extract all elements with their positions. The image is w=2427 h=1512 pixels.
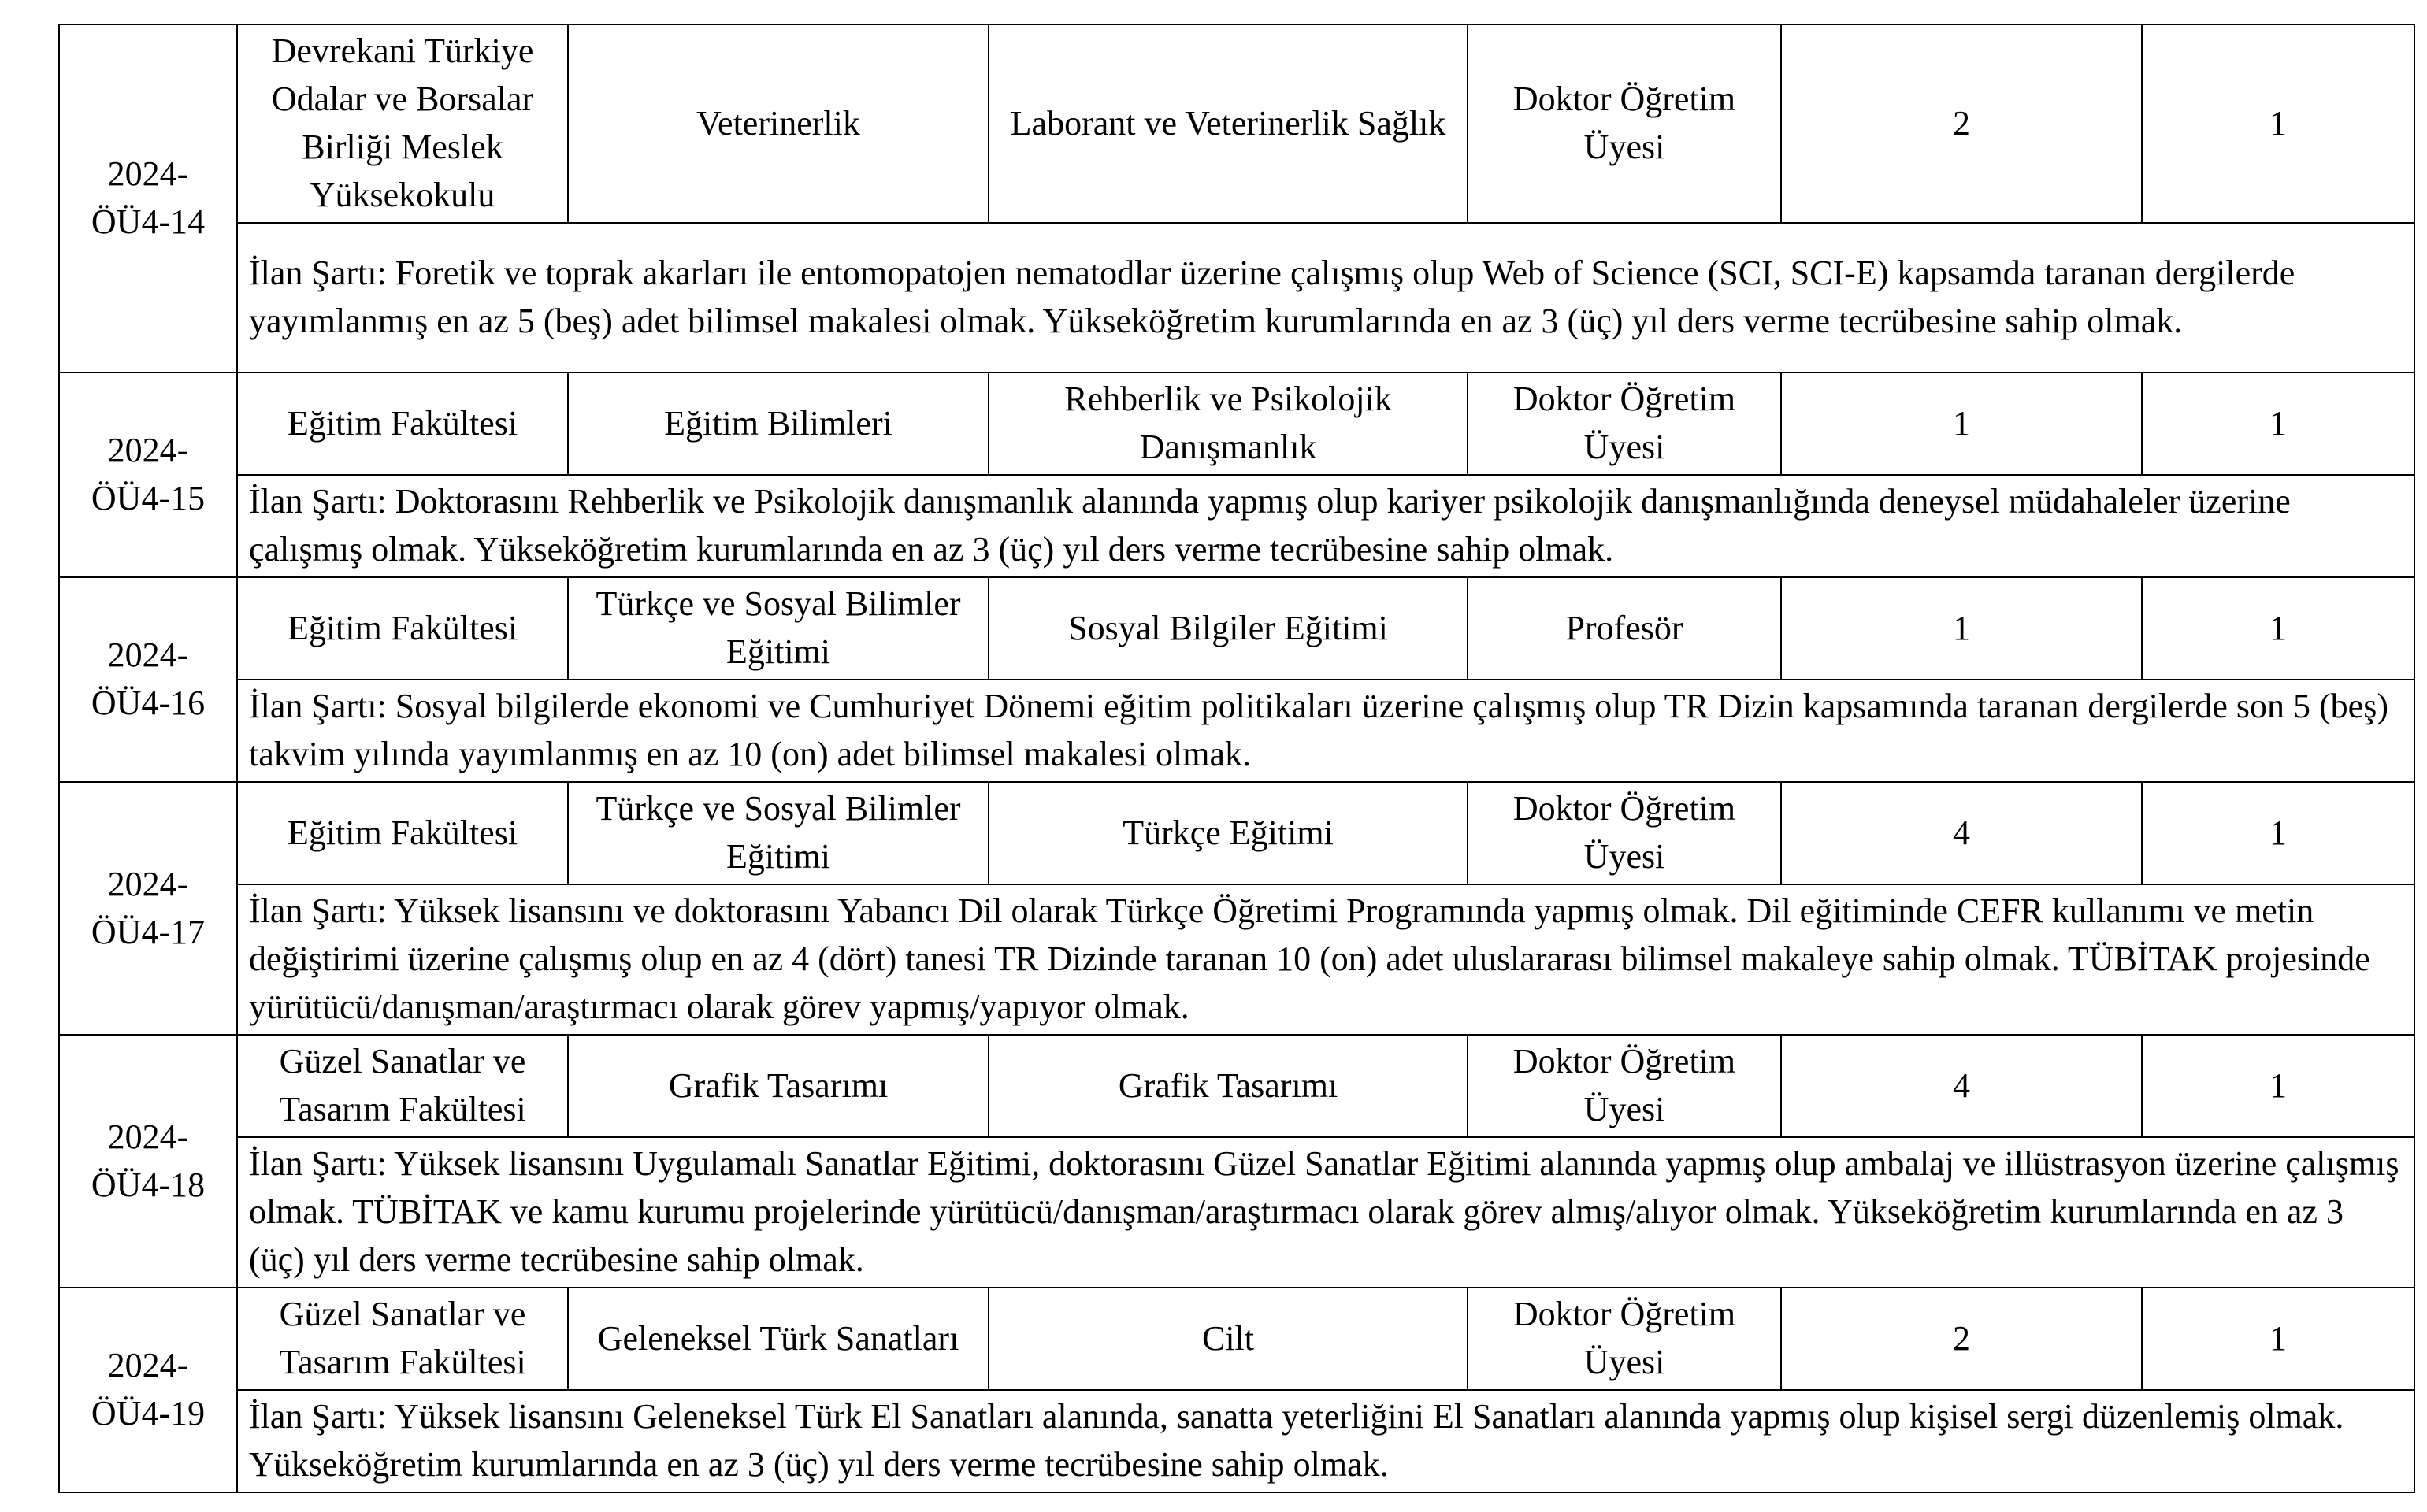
count-cell: 1: [2142, 372, 2414, 475]
title-cell: Doktor Öğretim Üyesi: [1468, 1035, 1781, 1137]
condition-cell: [237, 884, 2414, 1035]
listing-code: 2024-ÖÜ4-17: [59, 782, 237, 1035]
condition-cell: [237, 475, 2414, 577]
condition-cell: [237, 1137, 2414, 1288]
condition-text: Doktorasını Rehberlik ve Psikolojik danışmanlık alanında yapmış olup kariyer psikolojik danışmanlığında deneysel müdahaleler üzerine çalışmış olmak. Yükseköğretim kurumlarında en az 3 (üç) yıl ders verme tecrübesine sahip olmak.: [249, 482, 2291, 569]
condition-row: [59, 475, 2414, 577]
condition-label: İlan Şartı:: [249, 254, 387, 292]
condition-text: Yüksek lisansını Geleneksel Türk El Sanatları alanında, sanatta yeterliğini El Sanatları alanında yapmış olup kişisel sergi düzenlemiş olmak. Yükseköğretim kurumlarında en az 3 (üç) yıl ders verme tecrübesine sahip olmak.: [249, 1397, 2344, 1484]
degree-cell: 2: [1781, 24, 2142, 223]
listing-row: [59, 1035, 2414, 1137]
condition-row: [59, 1390, 2414, 1492]
listing-row: [59, 577, 2414, 680]
listing-code: 2024-ÖÜ4-16: [59, 577, 237, 782]
condition-label: İlan Şartı:: [249, 687, 387, 725]
unit-cell: Eğitim Fakültesi: [237, 577, 568, 680]
program-cell: Grafik Tasarımı: [989, 1035, 1468, 1137]
degree-cell: 4: [1781, 782, 2142, 884]
unit-cell: Güzel Sanatlar ve Tasarım Fakültesi: [237, 1035, 568, 1137]
condition-row: [59, 884, 2414, 1035]
count-cell: 1: [2142, 577, 2414, 680]
department-cell: Türkçe ve Sosyal Bilimler Eğitimi: [568, 782, 989, 884]
title-cell: Profesör: [1468, 577, 1781, 680]
department-cell: Grafik Tasarımı: [568, 1035, 989, 1137]
degree-cell: 2: [1781, 1288, 2142, 1390]
unit-cell: Devrekani Türkiye Odalar ve Borsalar Birliği Meslek Yüksekokulu: [237, 24, 568, 223]
condition-cell: [237, 680, 2414, 782]
condition-cell: [237, 1390, 2414, 1492]
department-cell: Geleneksel Türk Sanatları: [568, 1288, 989, 1390]
listing-row: [59, 1288, 2414, 1390]
program-cell: Cilt: [989, 1288, 1468, 1390]
degree-cell: 1: [1781, 372, 2142, 475]
condition-row: [59, 1137, 2414, 1288]
degree-cell: 1: [1781, 577, 2142, 680]
listing-row: [59, 24, 2414, 223]
count-cell: 1: [2142, 782, 2414, 884]
unit-cell: Eğitim Fakültesi: [237, 782, 568, 884]
program-cell: Rehberlik ve Psikolojik Danışmanlık: [989, 372, 1468, 475]
department-cell: Veterinerlik: [568, 24, 989, 223]
condition-label: İlan Şartı:: [249, 1144, 387, 1183]
condition-text: Yüksek lisansını Uygulamalı Sanatlar Eğitimi, doktorasını Güzel Sanatlar Eğitimi alanında yapmış olup ambalaj ve illüstrasyon üzerine çalışmış olmak. TÜBİTAK ve kamu kurumu projelerinde yürütücü/danışman/araştırmacı olarak görev almış/alıyor olmak. Yükseköğretim kurumlarında en az 3 (üç) yıl ders verme tecrübesine sahip olmak.: [249, 1144, 2399, 1279]
condition-cell: [237, 223, 2414, 372]
condition-row: [59, 680, 2414, 782]
unit-cell: Güzel Sanatlar ve Tasarım Fakültesi: [237, 1288, 568, 1390]
department-cell: Türkçe ve Sosyal Bilimler Eğitimi: [568, 577, 989, 680]
listing-code: 2024-ÖÜ4-14: [59, 24, 237, 372]
count-cell: 1: [2142, 1035, 2414, 1137]
job-listings-table: [58, 24, 2415, 1493]
program-cell: Türkçe Eğitimi: [989, 782, 1468, 884]
listing-row: [59, 782, 2414, 884]
listing-code: 2024-ÖÜ4-18: [59, 1035, 237, 1288]
listing-code: 2024-ÖÜ4-19: [59, 1288, 237, 1492]
condition-label: İlan Şartı:: [249, 891, 387, 930]
count-cell: 1: [2142, 1288, 2414, 1390]
unit-cell: Eğitim Fakültesi: [237, 372, 568, 475]
title-cell: Doktor Öğretim Üyesi: [1468, 24, 1781, 223]
title-cell: Doktor Öğretim Üyesi: [1468, 372, 1781, 475]
condition-text: Foretik ve toprak akarları ile entomopatojen nematodlar üzerine çalışmış olup Web of Science (SCI, SCI-E) kapsamda taranan dergilerde yayımlanmış en az 5 (beş) adet bilimsel makalesi olmak. Yükseköğretim kurumlarında en az 3 (üç) yıl ders verme tecrübesine sahip olmak.: [249, 254, 2295, 340]
count-cell: 1: [2142, 24, 2414, 223]
condition-text: Sosyal bilgilerde ekonomi ve Cumhuriyet Dönemi eğitim politikaları üzerine çalışmış olup TR Dizin kapsamında taranan dergilerde son 5 (beş) takvim yılında yayımlanmış en az 10 (on) adet bilimsel makalesi olmak.: [249, 687, 2388, 773]
degree-cell: 4: [1781, 1035, 2142, 1137]
program-cell: Sosyal Bilgiler Eğitimi: [989, 577, 1468, 680]
listing-row: [59, 372, 2414, 475]
condition-row: [59, 223, 2414, 372]
department-cell: Eğitim Bilimleri: [568, 372, 989, 475]
condition-label: İlan Şartı:: [249, 482, 387, 521]
condition-label: İlan Şartı:: [249, 1397, 387, 1436]
condition-text: Yüksek lisansını ve doktorasını Yabancı Dil olarak Türkçe Öğretimi Programında yapmış olmak. Dil eğitiminde CEFR kullanımı ve metin değiştirimi üzerine çalışmış olup en az 4 (dört) tanesi TR Dizinde taranan 10 (on) adet uluslararası bilimsel makaleye sahip olmak. TÜBİTAK projesinde yürütücü/danışman/araştırmacı olarak görev yapmış/yapıyor olmak.: [249, 891, 2370, 1026]
program-cell: Laborant ve Veterinerlik Sağlık: [989, 24, 1468, 223]
title-cell: Doktor Öğretim Üyesi: [1468, 1288, 1781, 1390]
title-cell: Doktor Öğretim Üyesi: [1468, 782, 1781, 884]
listing-code: 2024-ÖÜ4-15: [59, 372, 237, 577]
